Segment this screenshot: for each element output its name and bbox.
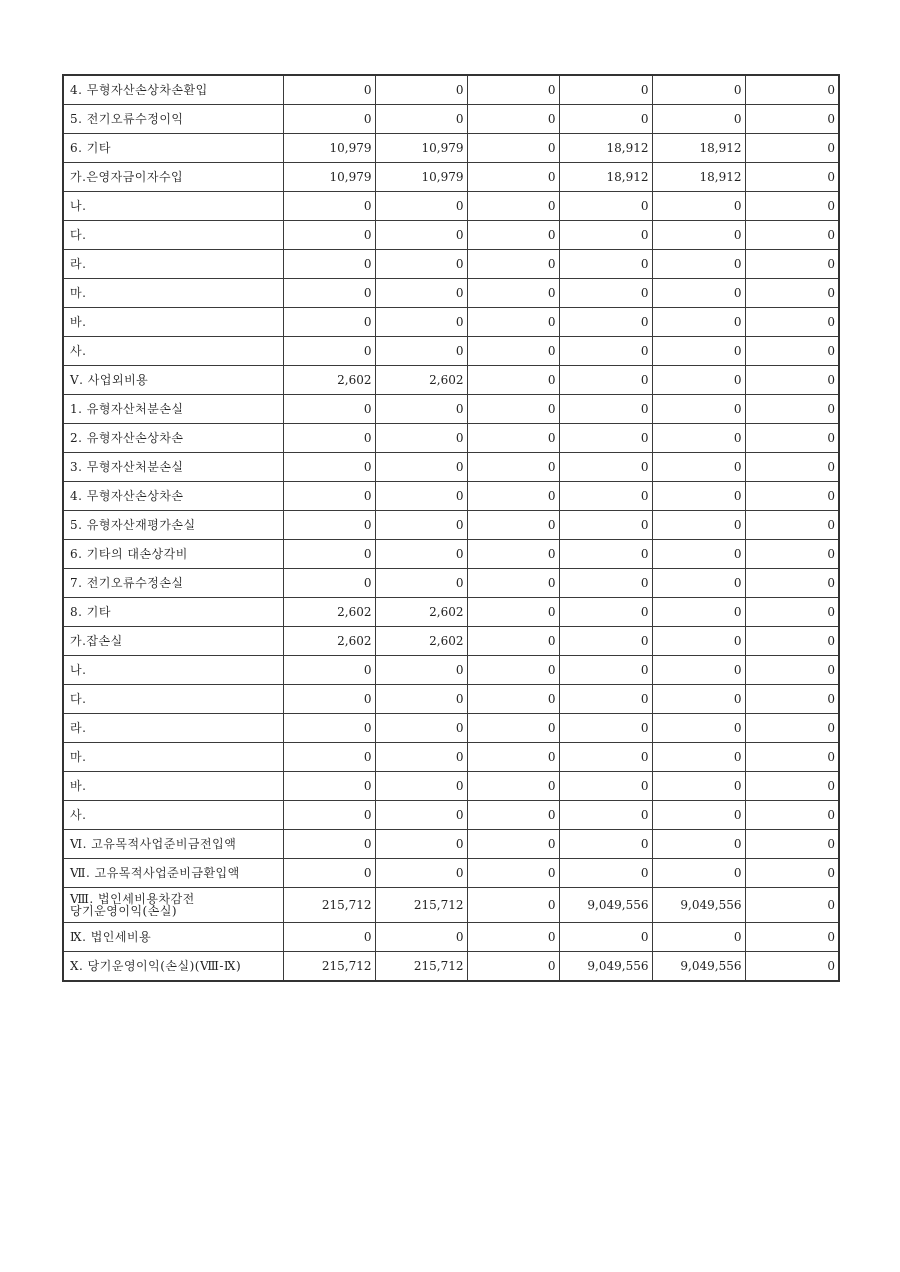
value-cell: 0 [559, 337, 652, 366]
value-cell: 0 [652, 453, 745, 482]
value-cell: 0 [652, 772, 745, 801]
value-cell: 10,979 [283, 163, 375, 192]
value-cell: 18,912 [652, 134, 745, 163]
table-row [63, 105, 839, 134]
table-row [63, 221, 839, 250]
value-cell: 10,979 [283, 134, 375, 163]
value-cell: 0 [283, 511, 375, 540]
value-cell: 18,912 [652, 163, 745, 192]
value-cell: 0 [375, 830, 467, 859]
value-cell: 0 [375, 75, 467, 105]
value-cell: 0 [745, 656, 839, 685]
value-cell: 0 [745, 511, 839, 540]
table-row [63, 279, 839, 308]
value-cell: 0 [283, 772, 375, 801]
row-label: 2. 유형자산손상차손 [63, 424, 283, 453]
value-cell: 0 [745, 337, 839, 366]
value-cell: 0 [559, 424, 652, 453]
value-cell: 0 [559, 453, 652, 482]
value-cell: 0 [745, 308, 839, 337]
value-cell: 0 [375, 685, 467, 714]
row-label: 5. 유형자산재평가손실 [63, 511, 283, 540]
value-cell: 0 [467, 308, 559, 337]
value-cell: 0 [467, 540, 559, 569]
value-cell: 0 [652, 598, 745, 627]
value-cell: 0 [745, 105, 839, 134]
value-cell: 0 [745, 424, 839, 453]
value-cell: 0 [745, 627, 839, 656]
value-cell: 0 [745, 482, 839, 511]
value-cell: 0 [559, 511, 652, 540]
value-cell: 0 [559, 395, 652, 424]
value-cell: 0 [652, 424, 745, 453]
table-row [63, 801, 839, 830]
value-cell: 0 [467, 221, 559, 250]
value-cell: 0 [745, 366, 839, 395]
value-cell: 0 [745, 685, 839, 714]
row-label: 7. 전기오류수정손실 [63, 569, 283, 598]
value-cell: 0 [559, 923, 652, 952]
value-cell: 0 [559, 859, 652, 888]
value-cell: 0 [559, 192, 652, 221]
row-label: 사. [63, 337, 283, 366]
value-cell: 0 [559, 627, 652, 656]
table-row [63, 540, 839, 569]
table-row [63, 743, 839, 772]
value-cell: 0 [559, 482, 652, 511]
value-cell: 0 [652, 923, 745, 952]
value-cell: 0 [283, 482, 375, 511]
value-cell: 0 [467, 163, 559, 192]
value-cell: 0 [467, 772, 559, 801]
value-cell: 0 [652, 685, 745, 714]
row-label: Ⅴ. 사업외비용 [63, 366, 283, 395]
value-cell: 0 [745, 952, 839, 982]
value-cell: 0 [467, 424, 559, 453]
value-cell: 0 [652, 308, 745, 337]
value-cell: 2,602 [283, 366, 375, 395]
value-cell: 0 [559, 830, 652, 859]
value-cell: 0 [745, 830, 839, 859]
value-cell: 0 [467, 192, 559, 221]
table-row [63, 192, 839, 221]
value-cell: 0 [375, 221, 467, 250]
value-cell: 0 [559, 105, 652, 134]
table-row [63, 923, 839, 952]
row-label: 5. 전기오류수정이익 [63, 105, 283, 134]
row-label: 가.잡손실 [63, 627, 283, 656]
value-cell: 0 [745, 772, 839, 801]
value-cell: 0 [745, 75, 839, 105]
value-cell: 9,049,556 [652, 888, 745, 923]
value-cell: 0 [467, 105, 559, 134]
value-cell: 0 [559, 279, 652, 308]
table-row [63, 569, 839, 598]
value-cell: 0 [652, 830, 745, 859]
row-label: 라. [63, 714, 283, 743]
value-cell: 0 [652, 511, 745, 540]
value-cell: 215,712 [375, 952, 467, 982]
row-label: 바. [63, 308, 283, 337]
value-cell: 0 [745, 743, 839, 772]
value-cell: 0 [652, 279, 745, 308]
value-cell: 0 [559, 308, 652, 337]
value-cell: 0 [467, 656, 559, 685]
value-cell: 0 [467, 859, 559, 888]
value-cell: 10,979 [375, 134, 467, 163]
table-row [63, 395, 839, 424]
value-cell: 18,912 [559, 134, 652, 163]
value-cell: 10,979 [375, 163, 467, 192]
row-label: Ⅹ. 당기운영이익(손실)(Ⅷ-Ⅸ) [63, 952, 283, 982]
row-label: 사. [63, 801, 283, 830]
table-row [63, 366, 839, 395]
value-cell: 215,712 [375, 888, 467, 923]
value-cell: 0 [467, 453, 559, 482]
value-cell: 0 [652, 482, 745, 511]
value-cell: 0 [375, 337, 467, 366]
value-cell: 0 [745, 540, 839, 569]
value-cell: 0 [283, 453, 375, 482]
row-label: 나. [63, 656, 283, 685]
table-row [63, 163, 839, 192]
value-cell: 0 [652, 743, 745, 772]
row-label: 마. [63, 743, 283, 772]
value-cell: 0 [467, 952, 559, 982]
value-cell: 0 [652, 801, 745, 830]
value-cell: 0 [467, 75, 559, 105]
value-cell: 0 [652, 714, 745, 743]
row-label: 4. 무형자산손상차손 [63, 482, 283, 511]
value-cell: 0 [283, 395, 375, 424]
value-cell: 215,712 [283, 888, 375, 923]
table-row [63, 952, 839, 982]
table-row [63, 308, 839, 337]
value-cell: 0 [467, 337, 559, 366]
value-cell: 0 [745, 714, 839, 743]
value-cell: 0 [283, 308, 375, 337]
value-cell: 0 [375, 801, 467, 830]
value-cell: 0 [375, 279, 467, 308]
value-cell: 0 [283, 75, 375, 105]
value-cell: 0 [467, 395, 559, 424]
value-cell: 0 [467, 801, 559, 830]
value-cell: 9,049,556 [652, 952, 745, 982]
table-row [63, 656, 839, 685]
value-cell: 9,049,556 [559, 888, 652, 923]
value-cell: 0 [652, 192, 745, 221]
row-label: 다. [63, 685, 283, 714]
value-cell: 0 [375, 859, 467, 888]
table-row [63, 714, 839, 743]
value-cell: 0 [375, 250, 467, 279]
table-row [63, 627, 839, 656]
value-cell: 0 [283, 743, 375, 772]
value-cell: 2,602 [283, 598, 375, 627]
value-cell: 0 [283, 279, 375, 308]
value-cell: 0 [652, 105, 745, 134]
value-cell: 0 [375, 714, 467, 743]
value-cell: 0 [559, 75, 652, 105]
row-label: Ⅶ. 고유목적사업준비금환입액 [63, 859, 283, 888]
value-cell: 0 [375, 424, 467, 453]
value-cell: 0 [559, 569, 652, 598]
value-cell: 0 [467, 569, 559, 598]
value-cell: 0 [375, 569, 467, 598]
table-row [63, 453, 839, 482]
value-cell: 0 [283, 105, 375, 134]
value-cell: 0 [283, 424, 375, 453]
value-cell: 2,602 [283, 627, 375, 656]
value-cell: 0 [375, 105, 467, 134]
value-cell: 0 [283, 540, 375, 569]
value-cell: 0 [652, 250, 745, 279]
value-cell: 0 [375, 540, 467, 569]
row-label [63, 888, 283, 923]
value-cell: 18,912 [559, 163, 652, 192]
value-cell: 0 [745, 859, 839, 888]
value-cell: 0 [652, 337, 745, 366]
row-label: 4. 무형자산손상차손환입 [63, 75, 283, 105]
row-label-line2: 당기운영이익(손실) [70, 904, 178, 918]
value-cell: 0 [283, 801, 375, 830]
value-cell: 0 [375, 395, 467, 424]
value-cell: 0 [559, 366, 652, 395]
row-label: 6. 기타 [63, 134, 283, 163]
value-cell: 0 [559, 714, 652, 743]
value-cell: 0 [745, 221, 839, 250]
row-label: Ⅵ. 고유목적사업준비금전입액 [63, 830, 283, 859]
value-cell: 0 [375, 192, 467, 221]
table-row [63, 134, 839, 163]
value-cell: 0 [467, 714, 559, 743]
row-label: 8. 기타 [63, 598, 283, 627]
value-cell: 0 [559, 743, 652, 772]
table-row [63, 250, 839, 279]
value-cell: 2,602 [375, 366, 467, 395]
value-cell: 0 [559, 772, 652, 801]
value-cell: 0 [375, 308, 467, 337]
value-cell: 0 [745, 163, 839, 192]
row-label: 6. 기타의 대손상각비 [63, 540, 283, 569]
value-cell: 0 [745, 453, 839, 482]
value-cell: 0 [467, 482, 559, 511]
table-body [63, 75, 839, 981]
value-cell: 0 [467, 279, 559, 308]
value-cell: 0 [283, 714, 375, 743]
value-cell: 0 [559, 221, 652, 250]
row-label: 가.은영자금이자수입 [63, 163, 283, 192]
value-cell: 0 [559, 801, 652, 830]
value-cell: 0 [375, 511, 467, 540]
value-cell: 0 [375, 656, 467, 685]
row-label: 1. 유형자산처분손실 [63, 395, 283, 424]
value-cell: 0 [652, 540, 745, 569]
value-cell: 0 [283, 656, 375, 685]
value-cell: 0 [467, 830, 559, 859]
value-cell: 0 [745, 569, 839, 598]
value-cell: 0 [745, 279, 839, 308]
row-label: 라. [63, 250, 283, 279]
income-statement-table [62, 74, 840, 982]
value-cell: 0 [652, 627, 745, 656]
value-cell: 0 [467, 250, 559, 279]
table-row [63, 859, 839, 888]
value-cell: 0 [283, 685, 375, 714]
table-row [63, 337, 839, 366]
value-cell: 0 [652, 221, 745, 250]
value-cell: 9,049,556 [559, 952, 652, 982]
table-row [63, 830, 839, 859]
value-cell: 0 [283, 569, 375, 598]
table-row [63, 888, 839, 923]
value-cell: 0 [467, 743, 559, 772]
value-cell: 0 [652, 569, 745, 598]
table-row [63, 772, 839, 801]
value-cell: 0 [652, 75, 745, 105]
value-cell: 0 [745, 134, 839, 163]
row-label: 다. [63, 221, 283, 250]
value-cell: 215,712 [283, 952, 375, 982]
value-cell: 0 [283, 250, 375, 279]
value-cell: 0 [467, 685, 559, 714]
value-cell: 0 [375, 482, 467, 511]
value-cell: 0 [652, 395, 745, 424]
value-cell: 0 [375, 923, 467, 952]
value-cell: 2,602 [375, 627, 467, 656]
table-row [63, 482, 839, 511]
value-cell: 0 [283, 859, 375, 888]
value-cell: 0 [745, 923, 839, 952]
value-cell: 0 [745, 250, 839, 279]
value-cell: 0 [559, 250, 652, 279]
value-cell: 0 [283, 830, 375, 859]
table-row [63, 598, 839, 627]
value-cell: 0 [467, 923, 559, 952]
value-cell: 0 [745, 801, 839, 830]
value-cell: 0 [283, 337, 375, 366]
value-cell: 0 [467, 366, 559, 395]
value-cell: 0 [652, 656, 745, 685]
value-cell: 2,602 [375, 598, 467, 627]
value-cell: 0 [559, 598, 652, 627]
value-cell: 0 [745, 598, 839, 627]
table-row [63, 511, 839, 540]
value-cell: 0 [283, 192, 375, 221]
value-cell: 0 [283, 221, 375, 250]
row-label: Ⅸ. 법인세비용 [63, 923, 283, 952]
statement-sheet [62, 74, 838, 982]
table-row [63, 75, 839, 105]
value-cell: 0 [745, 888, 839, 923]
table-row [63, 424, 839, 453]
value-cell: 0 [559, 656, 652, 685]
value-cell: 0 [375, 772, 467, 801]
row-label-line1: Ⅷ. 법인세비용차감전 [70, 892, 195, 906]
row-label: 나. [63, 192, 283, 221]
value-cell: 0 [467, 888, 559, 923]
value-cell: 0 [467, 511, 559, 540]
value-cell: 0 [467, 134, 559, 163]
value-cell: 0 [745, 192, 839, 221]
table-row [63, 685, 839, 714]
row-label: 3. 무형자산처분손실 [63, 453, 283, 482]
row-label: 마. [63, 279, 283, 308]
row-label: 바. [63, 772, 283, 801]
value-cell: 0 [375, 453, 467, 482]
value-cell: 0 [559, 685, 652, 714]
value-cell: 0 [652, 366, 745, 395]
value-cell: 0 [283, 923, 375, 952]
value-cell: 0 [467, 598, 559, 627]
value-cell: 0 [652, 859, 745, 888]
value-cell: 0 [559, 540, 652, 569]
value-cell: 0 [467, 627, 559, 656]
value-cell: 0 [745, 395, 839, 424]
value-cell: 0 [375, 743, 467, 772]
